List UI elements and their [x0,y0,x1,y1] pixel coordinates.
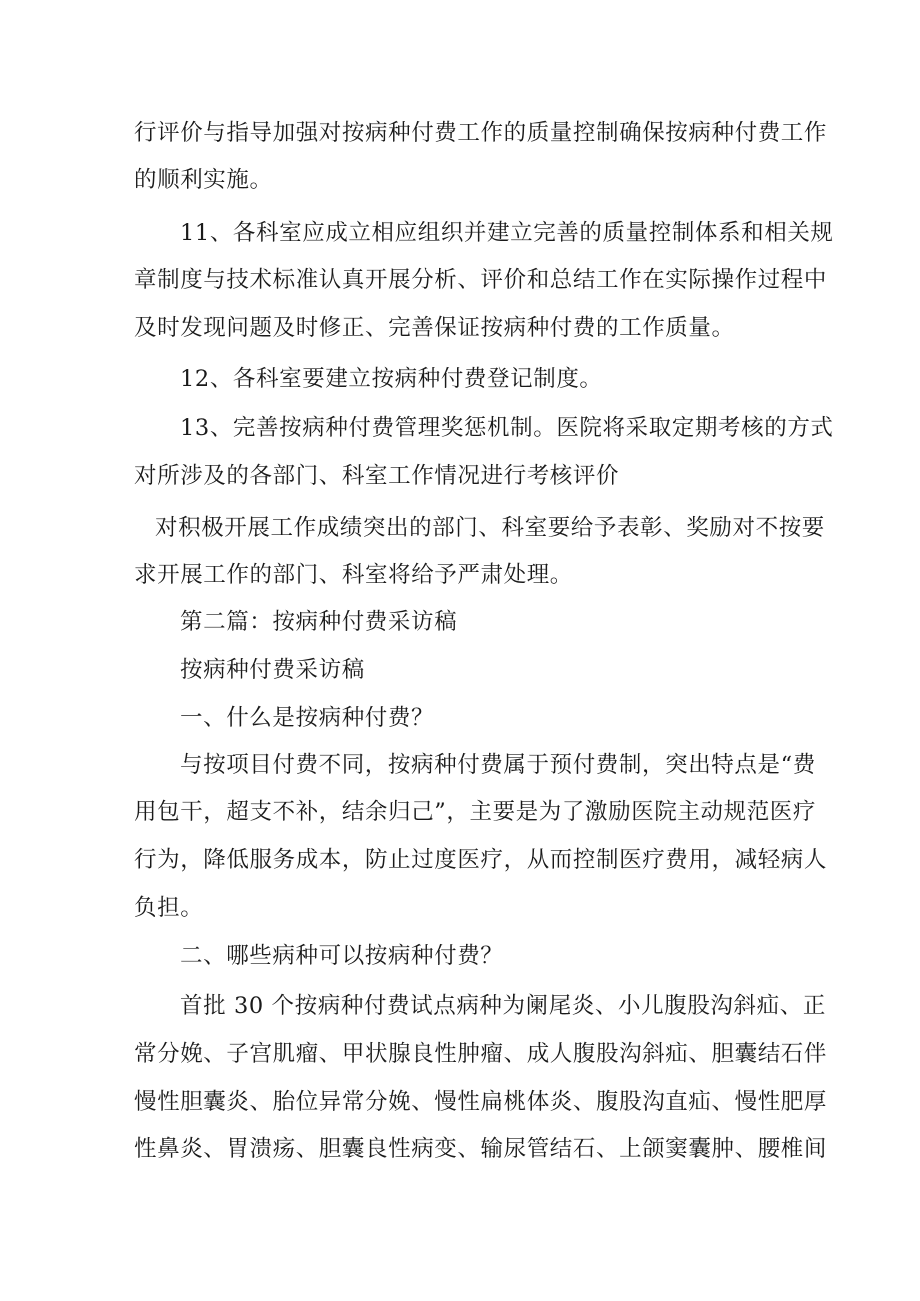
text-line: 的顺利实施。 [134,167,273,193]
text-line: 13、完善按病种付费管理奖惩机制。医院将采取定期考核的方式 [180,415,834,441]
text-line: 对所涉及的各部门、科室工作情况进行考核评价 [134,463,620,489]
text-line: 章制度与技术标准认真开展分析、评价和总结工作在实际操作过程中 [134,267,828,293]
text-line: 求开展工作的部门、科室将给予严肃处理。 [134,562,573,588]
text-line: 常分娩、子宫肌瘤、甲状腺良性肿瘤、成人腹股沟斜疝、胆囊结石伴 [134,1041,828,1067]
article-title: 按病种付费采访稿 [180,657,365,683]
text-line: 慢性胆囊炎、胎位异常分娩、慢性扁桃体炎、腹股沟直疝、慢性肥厚 [134,1089,828,1115]
text-line: 行为，降低服务成本，防止过度医疗，从而控制医疗费用，减轻病人 [134,847,828,873]
section-heading: 第二篇：按病种付费采访稿 [180,609,458,635]
text-line: 及时发现问题及时修正、完善保证按病种付费的工作质量。 [134,315,735,341]
question-heading: 一、什么是按病种付费？ [180,705,435,731]
text-line: 与按项目付费不同，按病种付费属于预付费制，突出特点是“费 [180,752,816,778]
text-line: 用包干，超支不补，结余归己”，主要是为了激励医院主动规范医疗 [134,799,817,825]
text-line: 首批 30 个按病种付费试点病种为阑尾炎、小儿腹股沟斜疝、正 [180,993,826,1019]
text-line: 负担。 [134,895,204,921]
question-heading: 二、哪些病种可以按病种付费？ [180,943,504,969]
text-line: 12、各科室要建立按病种付费登记制度。 [180,366,603,392]
text-line: 11、各科室应成立相应组织并建立完善的质量控制体系和相关规 [180,220,834,246]
text-line: 行评价与指导加强对按病种付费工作的质量控制确保按病种付费工作 [134,120,828,146]
text-line: 对积极开展工作成绩突出的部门、科室要给予表彰、奖励对不按要 [155,515,825,541]
text-line: 性鼻炎、胃溃疡、胆囊良性病变、输尿管结石、上颌窦囊肿、腰椎间 [134,1136,828,1162]
